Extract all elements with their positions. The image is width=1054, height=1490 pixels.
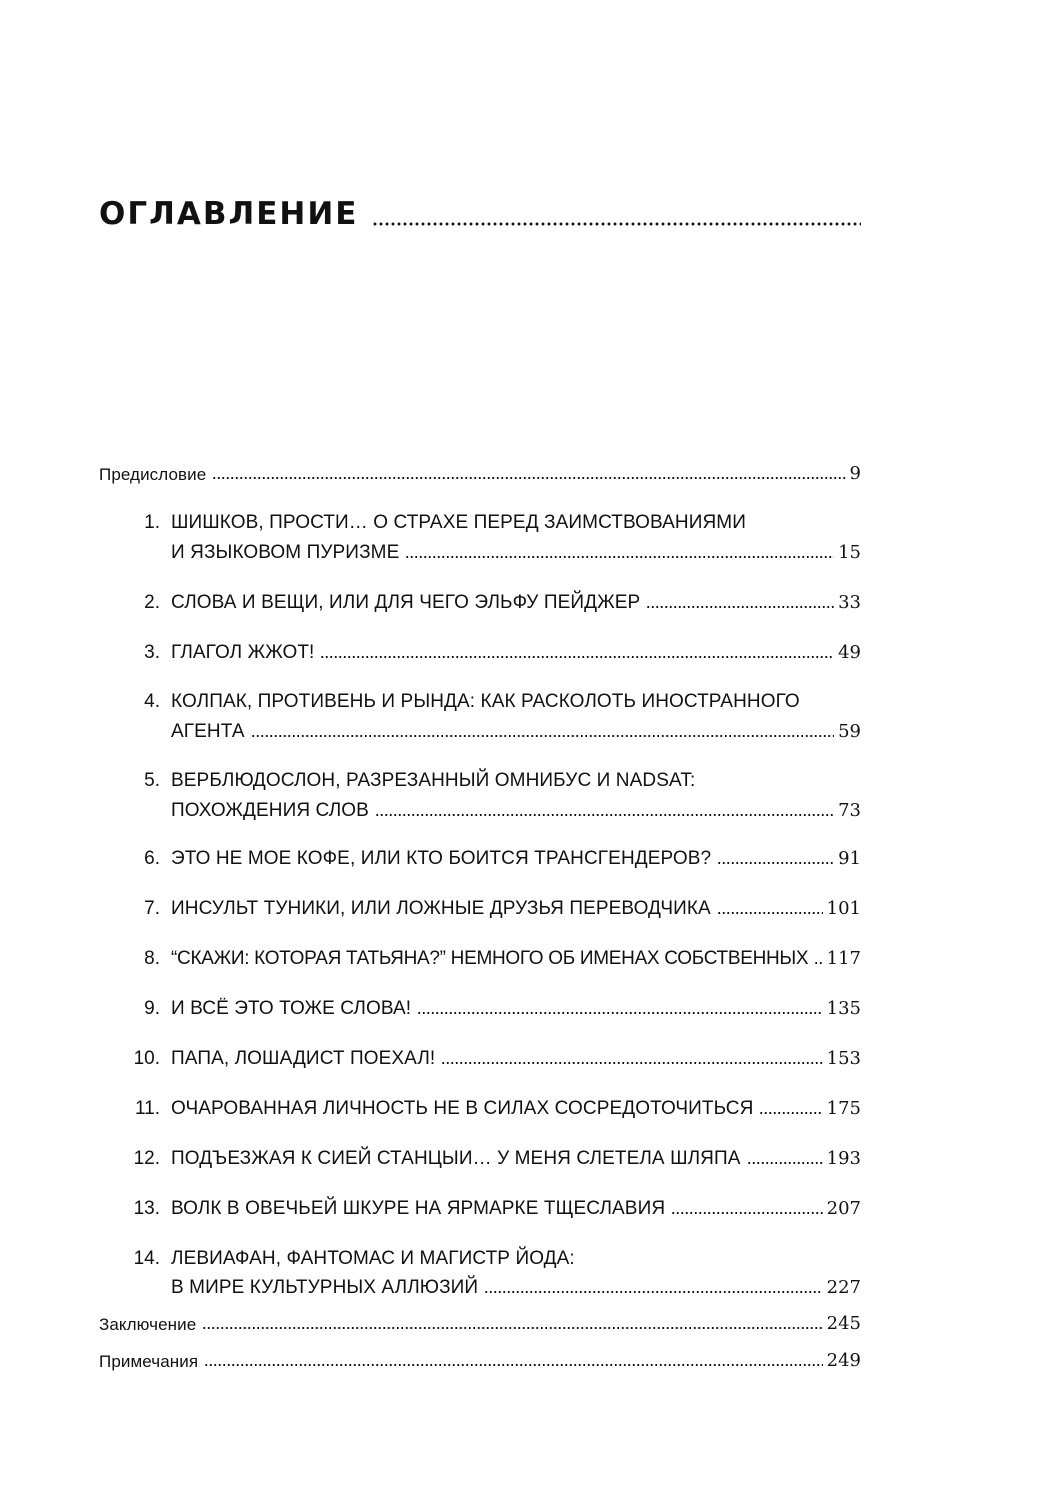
entry-page: 207: [826, 1198, 861, 1219]
entry-page: 101: [826, 898, 861, 919]
chapter-number: 3.: [144, 642, 160, 663]
toc-entry-chapter-3[interactable]: [144, 636, 861, 663]
toc-entry-chapter-7[interactable]: [144, 892, 861, 919]
toc-entry-preface[interactable]: [99, 457, 861, 483]
chapter-title: КОЛПАК, ПРОТИВЕНЬ И РЫНДА: КАК РАСКОЛОТЬ ИНОСТРАННОГО: [171, 691, 800, 712]
chapter-title-cont: АГЕНТА: [171, 721, 245, 742]
chapter-number: 5.: [144, 770, 160, 791]
leader-dots: [405, 555, 834, 559]
chapter-number: 4.: [144, 691, 160, 712]
chapter-title-cont: ПОХОЖДЕНИЯ СЛОВ: [171, 800, 369, 821]
entry-title: Предисловие: [99, 465, 207, 484]
leader-dots: [251, 734, 834, 738]
chapter-number: 13.: [133, 1198, 160, 1219]
entry-page: 249: [826, 1350, 861, 1371]
toc-entry-chapter-5[interactable]: [144, 764, 861, 791]
chapter-title: ГЛАГОЛ ЖЖОТ!: [171, 642, 315, 663]
leader-dots: [375, 813, 834, 817]
entry-page: 153: [826, 1048, 861, 1069]
chapter-number: 1.: [144, 512, 160, 533]
toc-entry-chapter-1-cont[interactable]: [171, 536, 861, 562]
toc-entry-chapter-11[interactable]: [134, 1092, 861, 1119]
entry-title: Заключение: [99, 1315, 197, 1334]
leader-dots: [484, 1290, 822, 1294]
leader-dots: [417, 1011, 822, 1015]
entry-page: 33: [838, 592, 861, 613]
entry-page: 227: [826, 1277, 861, 1298]
entry-title: Примечания: [99, 1352, 199, 1371]
chapter-number: 6.: [144, 848, 160, 869]
chapter-number: 12.: [133, 1148, 160, 1169]
chapter-title: ШИШКОВ, ПРОСТИ… О СТРАХЕ ПЕРЕД ЗАИМСТВОВАНИЯМИ: [171, 512, 746, 533]
entry-page: 245: [826, 1313, 861, 1334]
leader-dots: [717, 911, 823, 915]
leader-dots: [759, 1111, 822, 1115]
chapter-number: 10.: [133, 1048, 160, 1069]
toc-entry-chapter-10[interactable]: [133, 1042, 861, 1069]
entry-page: 117: [826, 948, 861, 969]
entry-page: 193: [826, 1148, 861, 1169]
toc-entry-conclusion[interactable]: [99, 1307, 861, 1333]
toc-entry-chapter-14-cont[interactable]: [171, 1271, 861, 1297]
toc-entry-chapter-9[interactable]: [144, 992, 861, 1019]
toc-entry-notes[interactable]: [99, 1344, 861, 1370]
chapter-title: ВОЛК В ОВЕЧЬЕЙ ШКУРЕ НА ЯРМАРКЕ ТЩЕСЛАВИЯ: [171, 1198, 666, 1219]
leader-dots: [320, 655, 834, 659]
leader-dots: [646, 605, 834, 609]
toc-entry-chapter-13[interactable]: [133, 1192, 861, 1219]
leader-dots: [747, 1161, 823, 1165]
chapter-title: ЛЕВИАФАН, ФАНТОМАС И МАГИСТР ЙОДА:: [171, 1248, 575, 1269]
chapter-title: ЭТО НЕ МОЕ КОФЕ, ИЛИ КТО БОИТСЯ ТРАНСГЕНДЕРОВ?: [171, 848, 712, 869]
toc-entry-chapter-5-cont[interactable]: [171, 794, 861, 820]
entry-page: 59: [838, 721, 861, 742]
leader-dots: [202, 1326, 822, 1330]
leader-dots: [717, 861, 834, 865]
chapter-number: 7.: [144, 898, 160, 919]
toc-entry-chapter-12[interactable]: [133, 1142, 861, 1169]
chapter-title: И ВСЁ ЭТО ТОЖЕ СЛОВА!: [171, 998, 412, 1019]
chapter-title: ПОДЪЕЗЖАЯ К СИЕЙ СТАНЦЫИ… У МЕНЯ СЛЕТЕЛА ШЛЯПА: [171, 1148, 741, 1169]
toc-entry-chapter-4[interactable]: [144, 685, 861, 712]
entry-page: 9: [849, 463, 861, 484]
chapter-title-cont: В МИРЕ КУЛЬТУРНЫХ АЛЛЮЗИЙ: [171, 1277, 479, 1298]
leader-dots: [671, 1211, 822, 1215]
leader-dots: [204, 1363, 822, 1367]
entry-page: 175: [826, 1098, 861, 1119]
chapter-number: 2.: [144, 592, 160, 613]
chapter-number: 14.: [133, 1248, 160, 1269]
entry-page: 91: [838, 848, 861, 869]
heading-leader-dots: [372, 221, 861, 227]
toc-entry-chapter-8[interactable]: [144, 942, 861, 969]
entry-page: 15: [838, 542, 861, 563]
chapter-title-cont: И ЯЗЫКОВОМ ПУРИЗМЕ: [171, 542, 400, 563]
chapter-number: 11.: [134, 1098, 160, 1119]
chapter-number: 8.: [144, 948, 160, 969]
leader-dots: [814, 961, 822, 965]
toc-entry-chapter-6[interactable]: [144, 842, 861, 869]
leader-dots: [441, 1061, 822, 1065]
chapter-title: “СКАЖИ: КОТОРАЯ ТАТЬЯНА?” НЕМНОГО ОБ ИМЕНАХ СОБСТВЕННЫХ: [171, 948, 809, 969]
chapter-number: 9.: [144, 998, 160, 1019]
toc-entry-chapter-2[interactable]: [144, 586, 861, 613]
toc-heading: [99, 186, 861, 230]
chapter-title: ВЕРБЛЮДОСЛОН, РАЗРЕЗАННЫЙ ОМНИБУС И NADSAT:: [171, 770, 696, 791]
entry-page: 135: [826, 998, 861, 1019]
entry-page: 73: [838, 800, 861, 821]
entry-page: 49: [838, 642, 861, 663]
chapter-title: ОЧАРОВАННАЯ ЛИЧНОСТЬ НЕ В СИЛАХ СОСРЕДОТОЧИТЬСЯ: [171, 1098, 754, 1119]
chapter-title: ПАПА, ЛОШАДИСТ ПОЕХАЛ!: [171, 1048, 436, 1069]
toc-entry-chapter-1[interactable]: [144, 506, 861, 533]
page-title: ОГЛАВЛЕНИЕ: [99, 196, 359, 232]
toc-entry-chapter-4-cont[interactable]: [171, 715, 861, 741]
chapter-title: СЛОВА И ВЕЩИ, ИЛИ ДЛЯ ЧЕГО ЭЛЬФУ ПЕЙДЖЕР: [171, 592, 641, 613]
chapter-title: ИНСУЛЬТ ТУНИКИ, ИЛИ ЛОЖНЫЕ ДРУЗЬЯ ПЕРЕВОДЧИКА: [171, 898, 711, 919]
leader-dots: [212, 476, 845, 480]
toc-entry-chapter-14[interactable]: [133, 1242, 861, 1269]
